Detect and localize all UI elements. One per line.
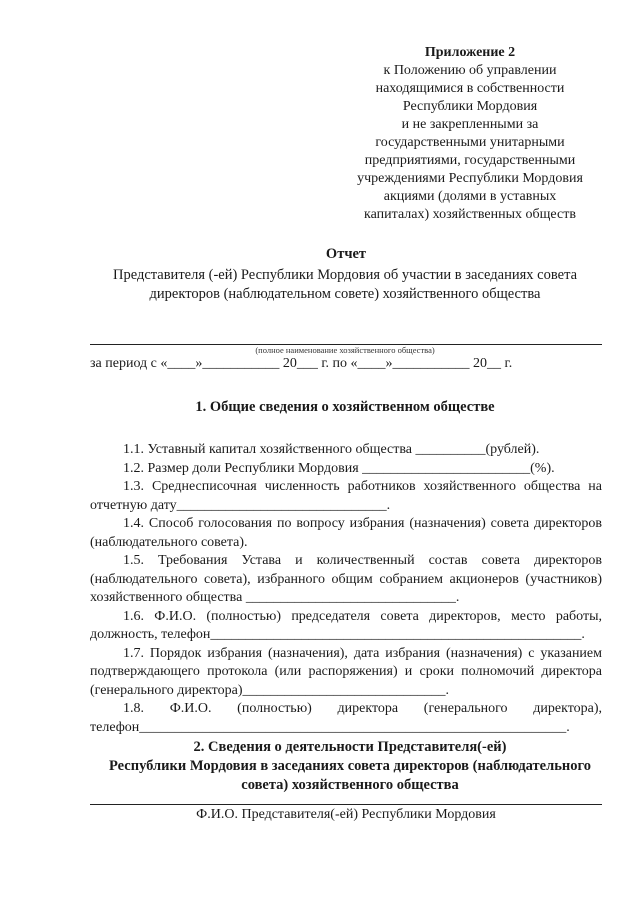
appendix-title: Приложение 2: [424, 45, 516, 60]
company-name-caption: (полное наименование хозяйственного общества): [255, 345, 435, 355]
appendix-line: акциями (долями в уставных: [383, 189, 557, 204]
item-1-3: 1.3. Среднесписочная численность работников хозяйственного общества на отчетную дату______________________________.: [90, 479, 602, 513]
appendix-line: учреждениями Республики Мордовия: [357, 171, 583, 186]
appendix-line: и не закрепленными за: [401, 117, 539, 132]
appendix-line: капиталах) хозяйственных обществ: [364, 207, 576, 222]
report-period: за период с «____»___________ 20___ г. по «____»___________ 20__ г.: [90, 356, 513, 371]
section2-heading: [90, 738, 610, 795]
item-1-5: 1.5. Требования Устава и количественный состав совета директоров (наблюдательного совета), избранного общим собранием акционеров (участников) хозяйственного общества ______________________________.: [90, 553, 602, 605]
report-subtitle-line: директоров (наблюдательном совете) хозяйственного общества: [149, 286, 541, 302]
section2-heading-line: совета) хозяйственного общества: [241, 777, 459, 793]
section1-heading: 1. Общие сведения о хозяйственном обществе: [195, 399, 495, 415]
item-1-1: 1.1. Уставный капитал хозяйственного общества __________(рублей).: [123, 442, 540, 457]
report-subtitle-line: Представителя (-ей) Республики Мордовия об участии в заседаниях совета: [112, 267, 578, 283]
item-1-6: 1.6. Ф.И.О. (полностью) председателя совета директоров, место работы, должность, телефон_____________________________________________________.: [90, 608, 602, 642]
appendix-line: к Положению об управлении: [383, 63, 557, 78]
appendix-line: государственными унитарными: [375, 135, 565, 150]
signature-caption: Ф.И.О. Представителя(-ей) Республики Мордовия: [196, 807, 496, 822]
appendix-block: [320, 44, 620, 224]
item-1-2: 1.2. Размер доли Республики Мордовия ________________________(%).: [123, 460, 555, 476]
report-title: Отчет: [325, 246, 367, 262]
item-1-4: 1.4. Способ голосования по вопросу избрания (назначения) совета директоров (наблюдательного совета).: [90, 516, 602, 550]
appendix-line: Республики Мордовия: [402, 99, 538, 114]
appendix-line: предприятиями, государственными: [364, 153, 576, 168]
section2-heading-line: Республики Мордовия в заседаниях совета директоров (наблюдательного: [109, 758, 591, 774]
section2-heading-line: 2. Сведения о деятельности Представителя(-ей): [193, 739, 507, 755]
signature-line: [90, 804, 602, 805]
section1-items: [90, 441, 602, 737]
item-1-7: 1.7. Порядок избрания (назначения), дата избрания (назначения) с указанием подтверждающего протокола (или распоряжения) и сроки полномочий директора (генерального директора)_____________________________.: [90, 645, 602, 698]
report-subtitle: [90, 266, 600, 304]
appendix-line: находящимися в собственности: [375, 81, 565, 96]
item-1-8: 1.8. Ф.И.О. (полностью) директора (генерального директора), телефон_____________________________________________________________.: [90, 701, 602, 735]
